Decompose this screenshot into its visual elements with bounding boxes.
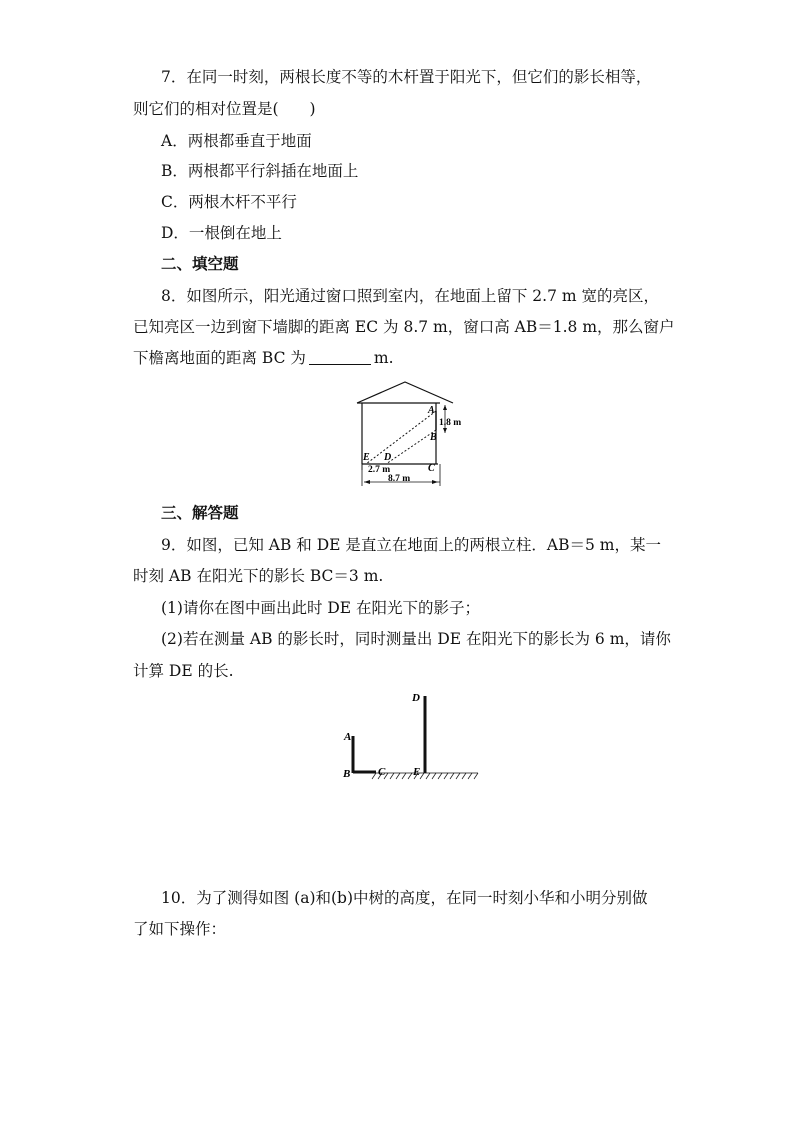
fig8-dim-ed: 2.7 m — [368, 465, 391, 475]
answer-blank[interactable] — [309, 350, 371, 365]
q7-option-d: D．一根倒在地上 — [161, 224, 282, 242]
q10-line-1: 10．为了测得如图 (a)和(b)中树的高度，在同一时刻小华和小明分别做 — [161, 889, 648, 907]
q7-option-b: B．两根都平行斜插在地面上 — [161, 162, 359, 180]
fig8-dim-ec: 8.7 m — [388, 474, 411, 484]
q9-line-1: 9．如图，已知 AB 和 DE 是直立在地面上的两根立柱．AB＝5 m，某一 — [161, 536, 661, 554]
q7-line-1: 7．在同一时刻，两根长度不等的木杆置于阳光下，但它们的影长相等， — [161, 68, 652, 86]
q9-line-5: 计算 DE 的长. — [133, 662, 234, 680]
q7-option-a: A．两根都垂直于地面 — [161, 132, 312, 150]
q9-line-3: (1)请你在图中画出此时 DE 在阳光下的影子； — [161, 599, 481, 617]
q8-line-2: 已知亮区一边到窗下墙脚的距离 EC 为 8.7 m，窗口高 AB＝1.8 m，那么窗户 — [133, 318, 675, 336]
q7-option-c: C．两根木杆不平行 — [161, 193, 297, 211]
section-answer-title: 三、解答题 — [161, 504, 239, 522]
fig9-label-a: A — [344, 731, 352, 743]
fig9-label-c: C — [378, 766, 386, 778]
fig8-label-c: C — [428, 463, 435, 474]
roof — [357, 382, 453, 403]
fig8-label-b: B — [430, 432, 437, 443]
light-ray-lower — [386, 430, 436, 464]
q10-line-2: 了如下操作： — [133, 920, 227, 938]
q8-line-3 — [133, 348, 394, 368]
q8-line-3-text: 下檐离地面的距离 BC 为 — [133, 349, 306, 367]
fig9-label-b: B — [343, 768, 351, 780]
q8-unit: m. — [373, 349, 394, 367]
fig9-label-d: D — [412, 692, 420, 704]
fig9-label-e: E — [413, 766, 421, 778]
fig8-dim-ab: 1.8 m — [439, 418, 462, 428]
ground-hatching — [372, 773, 478, 779]
q8-line-1: 8．如图所示，阳光通过窗口照到室内，在地面上留下 2.7 m 宽的亮区， — [161, 287, 659, 305]
fig8-label-e: E — [363, 452, 370, 463]
section-fill-in-title: 二、填空题 — [161, 255, 239, 273]
q9-line-2: 时刻 AB 在阳光下的影长 BC＝3 m. — [133, 567, 384, 585]
fig8-label-d: D — [384, 452, 392, 463]
fig8-label-a: A — [428, 405, 435, 416]
q7-line-2: 则它们的相对位置是( ) — [133, 100, 316, 118]
q9-pillars-figure — [340, 688, 485, 783]
q9-line-4: (2)若在测量 AB 的影长时，同时测量出 DE 在阳光下的影长为 6 m，请你 — [161, 630, 671, 648]
q8-window-figure — [350, 378, 480, 490]
